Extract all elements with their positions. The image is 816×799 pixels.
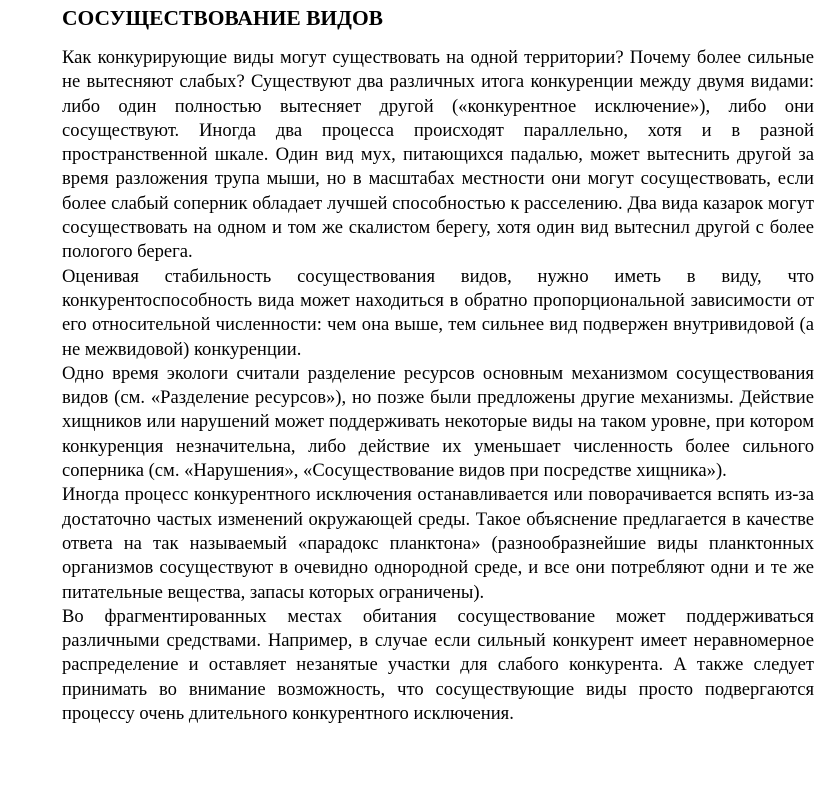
document-title: СОСУЩЕСТВОВАНИЕ ВИДОВ — [62, 6, 384, 30]
paragraph-environment-change: Иногда процесс конкурентного исключения останавливается или поворачивается вспять из-за достаточно частых изменений окружающей среды. Такое объяснение предлагается в качестве ответа на так называемый «парадокс планктона» (разнообразнейшие виды планктонных организмов сосуществуют в очевидно однородной среде, и все они потребляют одни и те же питательные вещества, запасы которых ограничены). — [62, 484, 814, 603]
paragraph-mechanisms: Одно время экологи считали разделение ресурсов основным механизмом сосуществования видов (см. «Разделение ресурсов»), но позже были предложены другие механизмы. Действие хищников или нарушений может поддерживать некоторые виды на таком уровне, при котором конкуренция незначительна, либо действие их уменьшает численность более сильного соперника (см. «Нарушения», «Сосуществование видов при посредстве хищника»). — [62, 362, 814, 482]
paragraph-stability: Оценивая стабильность сосуществования видов, нужно иметь в виду, что конкурентоспособность вида может находиться в обратно пропорциональной зависимости от его относительной численности: чем она выше, тем сильнее вид подвержен внутривидовой (а не межвидовой) конкуренции. — [62, 265, 814, 360]
document-page — [62, 0, 814, 726]
paragraph-intro: Как конкурирующие виды могут существовать на одной территории? Почему более сильные не вытесняют слабых? Существуют два различных итога конкуренции между двумя видами: либо один полностью вытесняет другой («конкурентное исключение»), либо они сосуществуют. Иногда два процесса происходят параллельно, хотя и в разной пространственной шкале. Один вид мух, питающихся падалью, может вытеснить другой за время разложения трупа мыши, но в масштабах местности они могут сосуществовать, если более слабый соперник обладает лучшей способностью к расселению. Два вида казарок могут сосуществовать на одном и том же скалистом берегу, хотя один вид вытеснил другой с более пологого берега. — [62, 47, 814, 263]
paragraph-fragmented-habitats: Во фрагментированных местах обитания сосуществование может поддерживаться различными средствами. Например, в случае если сильный конкурент имеет неравномерное распределение и оставляет незанятые участки для слабого конкурента. А также следует принимать во внимание возможность, что сосуществующие виды просто подвергаются процессу очень длительного конкурентного исключения. — [62, 605, 814, 725]
